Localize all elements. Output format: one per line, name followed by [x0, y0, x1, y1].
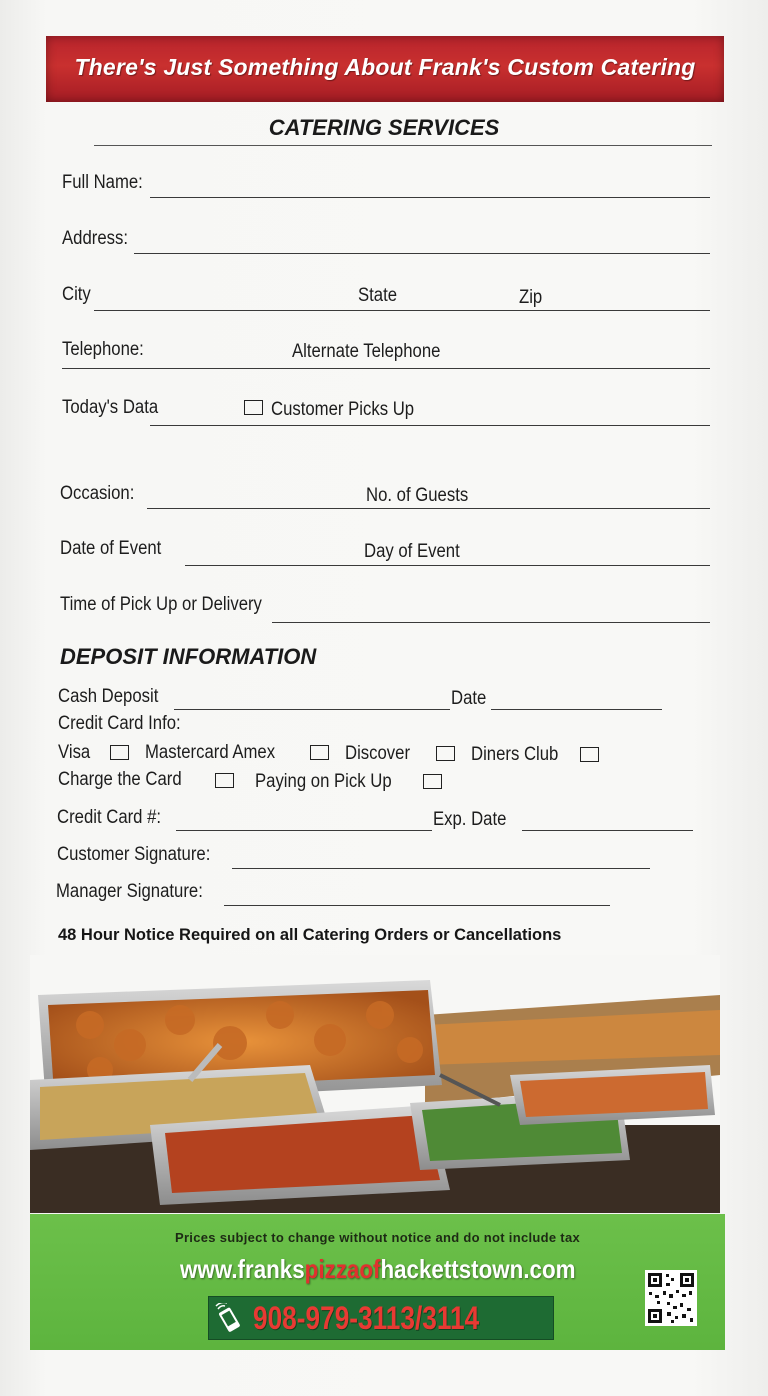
credit-card-number-field[interactable] — [176, 830, 432, 831]
city-state-zip-field[interactable] — [94, 310, 710, 311]
url-mid: pizzaof — [304, 1254, 381, 1284]
city-label: City — [62, 284, 91, 305]
customer-picks-up-label: Customer Picks Up — [271, 399, 415, 420]
banner-text: There's Just Something About Frank's Custom Catering — [74, 54, 696, 80]
deposit-information-title: DEPOSIT INFORMATION — [60, 644, 317, 669]
date-of-event-label: Date of Event — [60, 538, 162, 559]
price-disclaimer: Prices subject to change without notice and do not include tax — [174, 1230, 581, 1245]
qr-code-icon[interactable] — [645, 1270, 697, 1326]
paying-on-pickup-checkbox[interactable] — [423, 774, 442, 789]
visa-checkbox[interactable] — [110, 745, 129, 760]
credit-card-number-label: Credit Card #: — [57, 807, 162, 828]
exp-date-field[interactable] — [522, 830, 693, 831]
discover-checkbox[interactable] — [436, 746, 455, 761]
manager-signature-label: Manager Signature: — [56, 881, 203, 902]
customer-picks-up-checkbox[interactable] — [244, 400, 263, 415]
diners-club-checkbox[interactable] — [580, 747, 599, 762]
paying-on-pickup-label: Paying on Pick Up — [255, 771, 392, 792]
customer-signature-field[interactable] — [232, 868, 650, 869]
mastercard-amex-checkbox[interactable] — [310, 745, 329, 760]
url-prefix: www.franks — [180, 1254, 305, 1284]
buffet-photo — [30, 955, 720, 1213]
exp-date-label: Exp. Date — [433, 809, 507, 830]
website-link[interactable] — [180, 1254, 576, 1285]
catering-services-title: CATERING SERVICES — [268, 115, 500, 140]
telephone-label: Telephone: — [62, 339, 144, 360]
credit-card-info-label: Credit Card Info: — [58, 713, 181, 734]
notice-text: 48 Hour Notice Required on all Catering Orders or Cancellations — [58, 926, 562, 944]
visa-label: Visa — [58, 742, 91, 763]
phone-icon — [215, 1303, 243, 1333]
occasion-guests-field[interactable] — [147, 508, 710, 509]
todays-data-field[interactable] — [150, 425, 710, 426]
manager-signature-field[interactable] — [224, 905, 610, 906]
cash-deposit-field[interactable] — [174, 709, 450, 710]
phone-number: 908-979-3113/3114 — [253, 1300, 480, 1336]
pickup-delivery-field[interactable] — [272, 622, 710, 623]
discover-label: Discover — [345, 743, 411, 764]
state-label: State — [358, 285, 398, 306]
customer-signature-label: Customer Signature: — [57, 844, 211, 865]
pickup-delivery-label: Time of Pick Up or Delivery — [60, 594, 262, 615]
no-of-guests-label: No. of Guests — [366, 485, 469, 506]
mastercard-amex-label: Mastercard Amex — [145, 742, 276, 763]
charge-the-card-label: Charge the Card — [58, 769, 182, 790]
url-suffix: hackettstown.com — [380, 1254, 576, 1284]
zip-label: Zip — [519, 287, 543, 308]
full-name-field[interactable] — [150, 197, 710, 198]
day-of-event-label: Day of Event — [364, 541, 460, 562]
diners-club-label: Diners Club — [471, 744, 559, 765]
footer-panel — [30, 1214, 725, 1350]
occasion-label: Occasion: — [60, 483, 135, 504]
header-banner — [46, 36, 724, 102]
title-rule — [94, 145, 712, 146]
address-field[interactable] — [134, 253, 710, 254]
phone-number-box[interactable] — [208, 1296, 554, 1340]
date-of-event-field[interactable] — [185, 565, 710, 566]
full-name-label: Full Name: — [62, 172, 143, 193]
address-label: Address: — [62, 228, 128, 249]
todays-data-label: Today's Data — [62, 397, 159, 418]
charge-the-card-checkbox[interactable] — [215, 773, 234, 788]
deposit-date-field[interactable] — [491, 709, 662, 710]
telephone-field[interactable] — [62, 368, 710, 369]
deposit-date-label: Date — [451, 688, 487, 709]
alternate-telephone-label: Alternate Telephone — [292, 341, 441, 362]
cash-deposit-label: Cash Deposit — [58, 686, 159, 707]
